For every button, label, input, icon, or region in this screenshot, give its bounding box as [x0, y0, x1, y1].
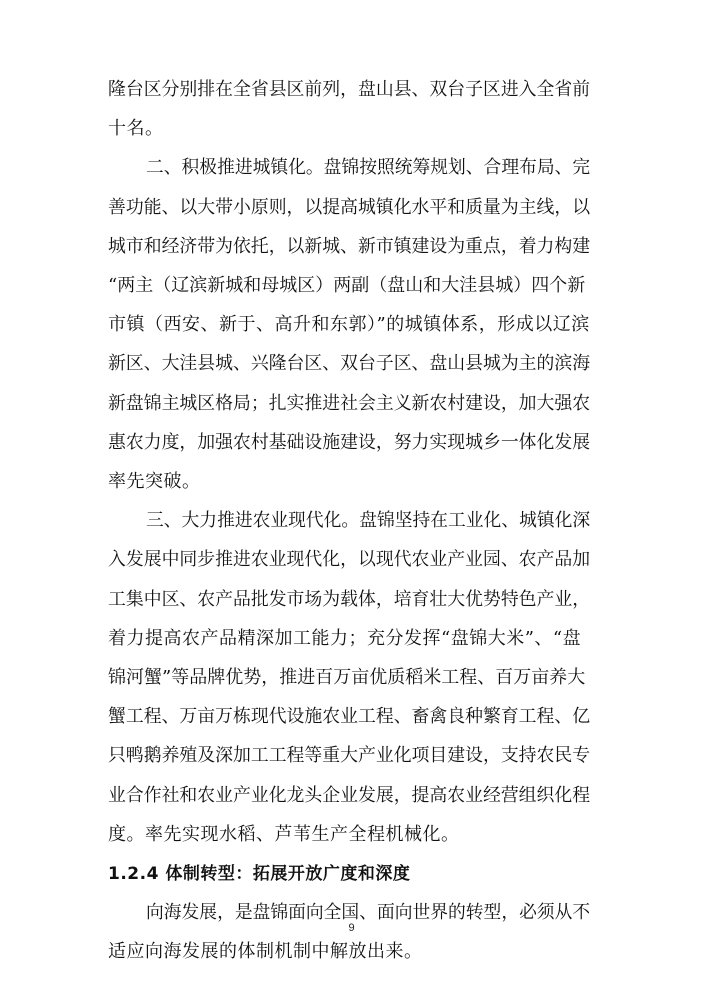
body-text-line: 适应向海发展的体制机制中解放出来。: [108, 941, 423, 962]
section-3-first-line: 三、大力推进农业现代化。盘锦坚持在工业化、城镇化深: [146, 510, 591, 531]
body-text-line: 新盘锦主城区格局；扎实推进社会主义新农村建设，加大强农: [108, 393, 591, 414]
page-number: 9: [348, 922, 355, 934]
body-text-line: 率先突破。: [108, 471, 201, 492]
body-text-line: 新区、大洼县城、兴隆台区、双台子区、盘山县城为主的滨海: [108, 353, 591, 374]
body-text-line: 着力提高农产品精深加工能力；充分发挥“盘锦大米”、“盘: [108, 628, 582, 649]
body-text-line: 只鸭鹅养殖及深加工工程等重大产业化项目建设，支持农民专: [108, 745, 591, 766]
body-text-line: 入发展中同步推进农业现代化，以现代农业产业园、农产品加: [108, 549, 591, 570]
body-text-line: 十名。: [108, 118, 164, 139]
body-text-line: 惠农力度，加强农村基础设施建设，努力实现城乡一体化发展: [108, 432, 591, 453]
body-text-line: 业合作社和农业产业化龙头企业发展，提高农业经营组织化程: [108, 785, 591, 806]
section-4-first-line: 向海发展，是盘锦面向全国、面向世界的转型，必须从不: [146, 902, 591, 923]
body-text-line: 善功能、以大带小原则，以提高城镇化水平和质量为主线，以: [108, 197, 591, 218]
body-text-line: 市镇（西安、新于、高升和东郭）”的城镇体系，形成以辽滨: [108, 314, 590, 335]
section-heading: 1.2.4 体制转型：拓展开放广度和深度: [108, 864, 411, 884]
section-2-first-line: 二、积极推进城镇化。盘锦按照统筹规划、合理布局、完: [146, 157, 591, 178]
body-text-line: 蟹工程、万亩万栋现代设施农业工程、畜禽良种繁育工程、亿: [108, 706, 591, 727]
body-text-line: 工集中区、农产品批发市场为载体，培育壮大优势特色产业，: [108, 589, 591, 610]
body-text-line: 锦河蟹”等品牌优势，推进百万亩优质稻米工程、百万亩养大: [108, 667, 586, 688]
body-text-line: “两主（辽滨新城和母城区）两副（盘山和大洼县城）四个新: [108, 275, 586, 296]
body-text-line: 城市和经济带为依托，以新城、新市镇建设为重点，着力构建: [108, 236, 591, 257]
body-text-line: 度。率先实现水稻、芦苇生产全程机械化。: [108, 824, 460, 845]
body-text-line: 隆台区分别排在全省县区前列，盘山县、双台子区进入全省前: [108, 79, 591, 100]
